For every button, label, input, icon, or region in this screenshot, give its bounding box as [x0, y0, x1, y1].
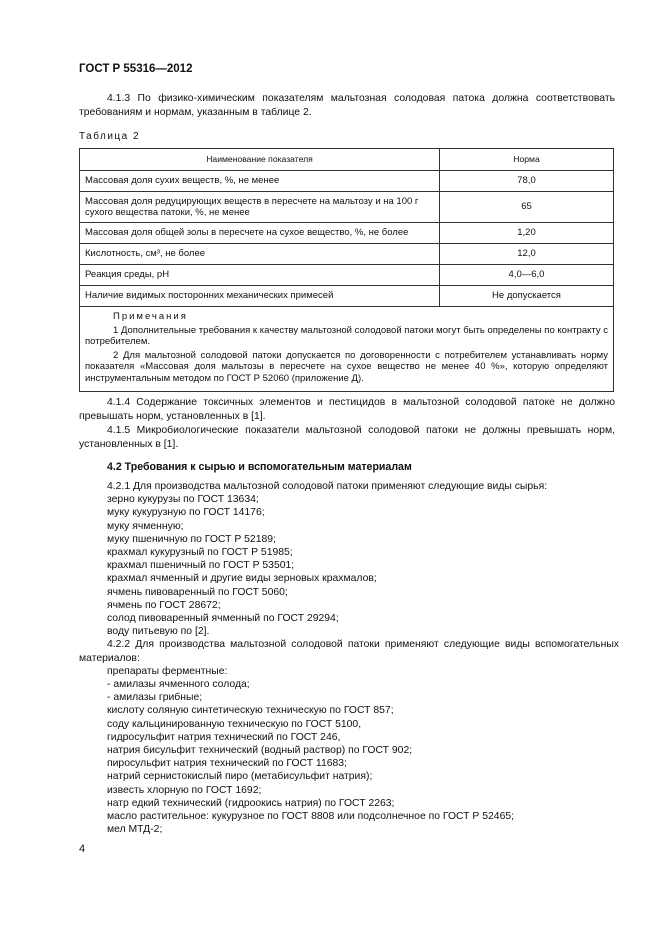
row-value: 1,20: [440, 223, 614, 244]
list-item: крахмал ячменный и другие виды зерновых крахмалов;: [107, 573, 377, 585]
paragraph-4-2-1: 4.2.1 Для производства мальтозной солодовой патоки применяют следующие виды сырья:: [107, 481, 548, 492]
table-caption: Таблица 2: [79, 131, 141, 142]
note-2: 2 Для мальтозной солодовой патоки допускается по договоренности с потребителем устанавливать норму показателя «Массовая доля мальтозы в пересчете на сухое вещество не менее 40 %», которую определяют инструментальным методом по ГОСТ Р 52060 (приложение Д).: [85, 349, 608, 384]
paragraph-4-1-4: 4.1.4 Содержание токсичных элементов и пестицидов в мальтозной солодовой патоке не должно превышать норм, установленных в [1].: [79, 397, 615, 422]
list-item: известь хлорную по ГОСТ 1692;: [107, 784, 262, 796]
row-name: Реакция среды, pH: [80, 265, 440, 286]
table-header-row: [80, 149, 614, 171]
row-name: Кислотность, см³, не более: [80, 244, 440, 265]
note-1: 1 Дополнительные требования к качеству мальтозной солодовой патоки могут быть определены по контракту с потребителем.: [85, 324, 608, 347]
paragraph-4-2-2: 4.2.2 Для производства мальтозной солодовой патоки применяют следующие виды вспомогательных материалов:: [79, 639, 619, 664]
table-notes-row: [80, 307, 614, 392]
list-item: мел МТД-2;: [107, 824, 163, 836]
column-header-name: Наименование показателя: [80, 149, 440, 171]
list-item: ячмень по ГОСТ 28672;: [107, 599, 221, 611]
table-row: [80, 265, 614, 286]
list-item: зерно кукурузы по ГОСТ 13634;: [107, 494, 259, 506]
list-item: крахмал пшеничный по ГОСТ Р 53501;: [107, 560, 295, 572]
table-2: [79, 148, 614, 392]
list-item: солод пивоваренный ячменный по ГОСТ 29294;: [107, 613, 339, 625]
list-item: натрия бисульфит технический (водный раствор) по ГОСТ 902;: [107, 745, 413, 757]
notes-title: Примечания: [113, 311, 188, 322]
list-item: ячмень пивоваренный по ГОСТ 5060;: [107, 586, 288, 598]
list-item: муку ячменную;: [107, 520, 184, 532]
row-name: Массовая доля редуцирующих веществ в пересчете на мальтозу и на 100 г сухого вещества патоки, %, не менее: [80, 192, 440, 223]
list-item: - амилазы грибные;: [107, 692, 203, 704]
table-row: [80, 244, 614, 265]
column-header-norm: Норма: [440, 149, 614, 171]
paragraph-4-1-5: 4.1.5 Микробиологические показатели мальтозной солодовой патоки не должны превышать норм, установленных в [1].: [79, 425, 615, 450]
row-name: Наличие видимых посторонних механических примесей: [80, 286, 440, 307]
list-item: воду питьевую по [2].: [107, 626, 210, 638]
row-name: Массовая доля общей золы в пересчете на сухое вещество, %, не более: [80, 223, 440, 244]
list-item: масло растительное: кукурузное по ГОСТ 8808 или подсолнечное по ГОСТ Р 52465;: [107, 811, 515, 823]
table-row: [80, 171, 614, 192]
list-item: пиросульфит натрия технический по ГОСТ 11683;: [107, 758, 347, 770]
table-notes: [80, 307, 614, 392]
list-item: - амилазы ячменного солода;: [107, 679, 250, 691]
list-item: натрий сернистокислый пиро (метабисульфит натрия);: [107, 771, 373, 783]
row-value: 4,0—6,0: [440, 265, 614, 286]
table-row: [80, 286, 614, 307]
list-item: натр едкий технический (гидроокись натрия) по ГОСТ 2263;: [107, 797, 395, 809]
list-item: муку пшеничную по ГОСТ Р 52189;: [107, 533, 276, 545]
list-item: соду кальцинированную техническую по ГОСТ 5100,: [107, 718, 362, 730]
list-item: препараты ферментные:: [107, 665, 228, 677]
section-heading-4-2: 4.2 Требования к сырью и вспомогательным материалам: [107, 461, 412, 473]
paragraph-4-1-3: 4.1.3 По физико-химическим показателям мальтозная солодовая патока должна соответствовать требованиям и нормам, указанным в таблице 2.: [79, 93, 615, 118]
document-header: ГОСТ Р 55316—2012: [79, 63, 193, 75]
row-name: Массовая доля сухих веществ, %, не менее: [80, 171, 440, 192]
list-item: муку кукурузную по ГОСТ 14176;: [107, 507, 265, 519]
list-item: кислоту соляную синтетическую техническую по ГОСТ 857;: [107, 705, 394, 717]
table-row: [80, 192, 614, 223]
raw-materials-list: [79, 480, 619, 836]
row-value: Не допускается: [440, 286, 614, 307]
list-item: гидросульфит натрия технический по ГОСТ 246,: [107, 731, 341, 743]
list-item: крахмал кукурузный по ГОСТ Р 51985;: [107, 547, 293, 559]
row-value: 78,0: [440, 171, 614, 192]
row-value: 12,0: [440, 244, 614, 265]
row-value: 65: [440, 192, 614, 223]
page-number: 4: [79, 843, 86, 855]
table-row: [80, 223, 614, 244]
